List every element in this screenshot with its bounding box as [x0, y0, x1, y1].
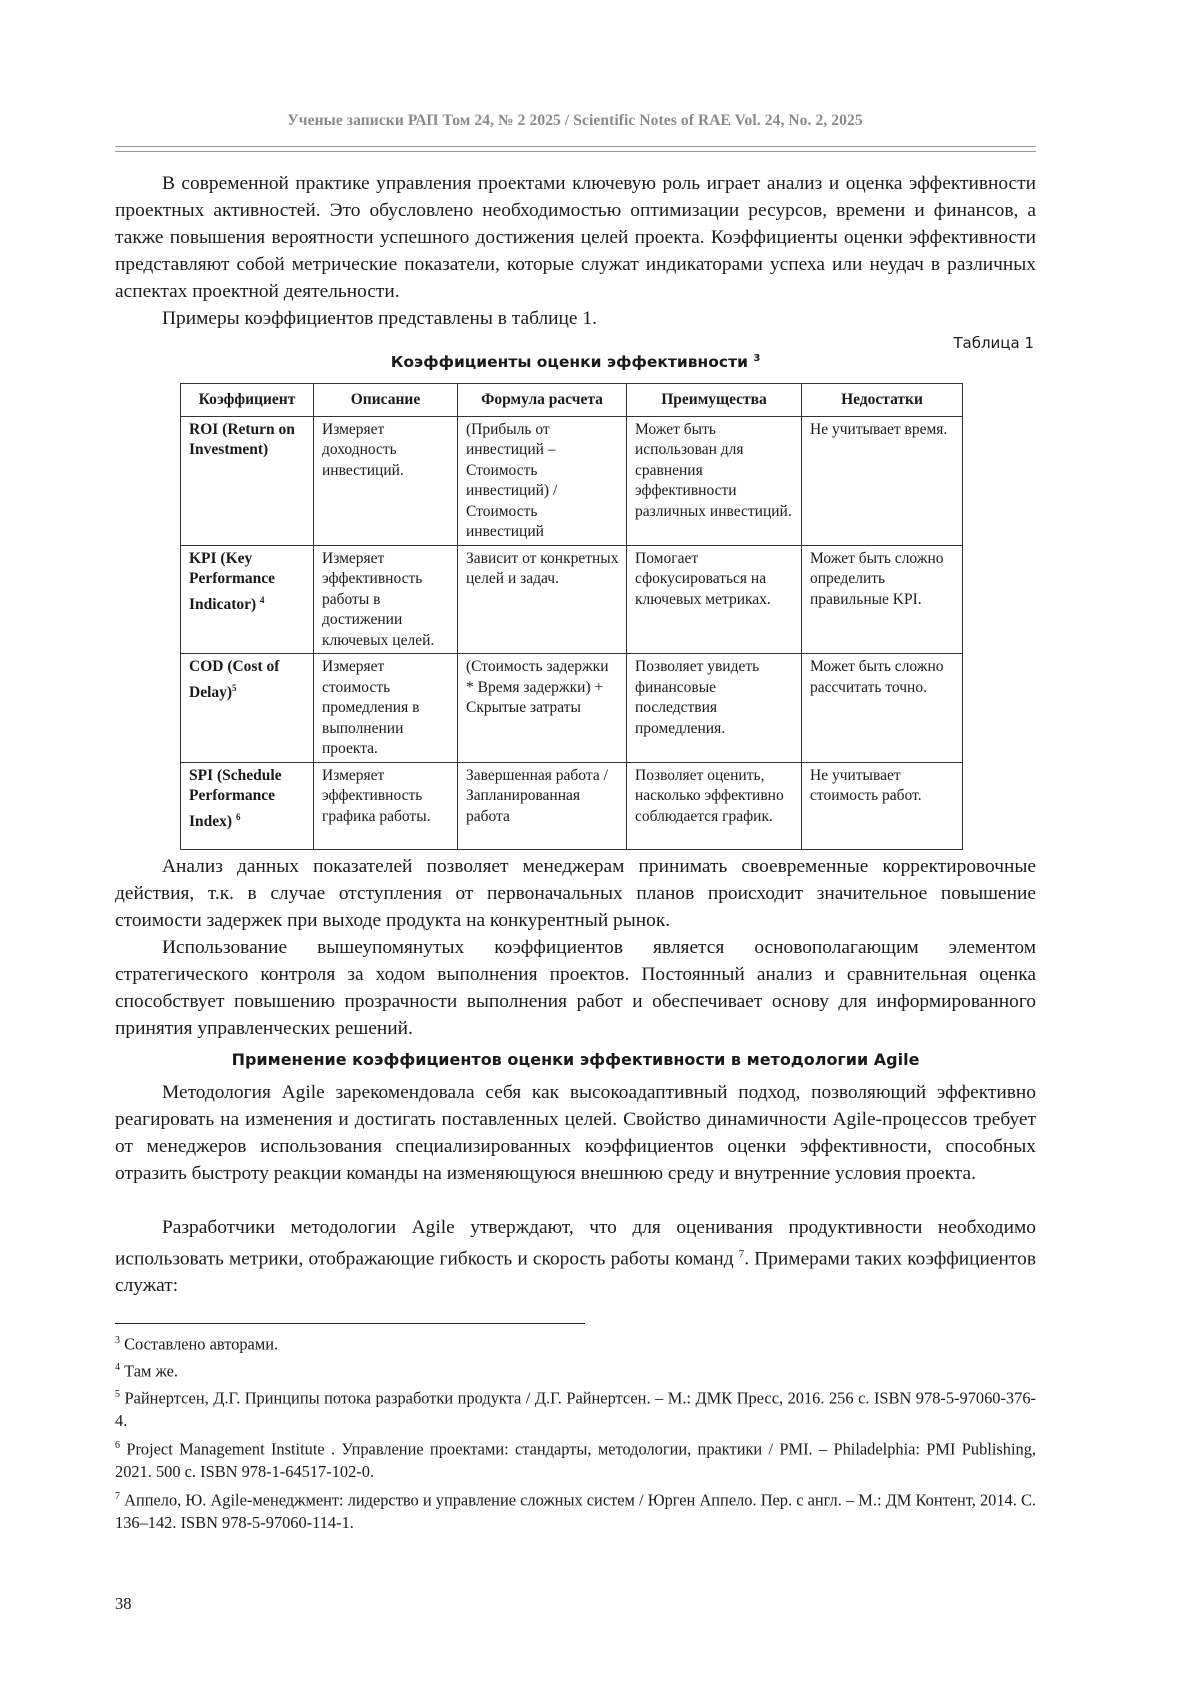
- table-row: [181, 762, 963, 849]
- footnote-text: Райнертсен, Д.Г. Принципы потока разработки продукта / Д.Г. Райнертсен. – М.: ДМК Пресс, 2016. 256 с. ISBN 978-5-97060-376-4.: [115, 1388, 1036, 1430]
- row-coefficient: [181, 545, 314, 654]
- footnote-number: 5: [115, 1389, 120, 1400]
- paragraph-agile-method: Методология Agile зарекомендовала себя как высокоадаптивный подход, позволяющий эффективно реагировать на изменения и достигать поставленных целей. Свойство динамичности Agile-процессов требует от менеджеров использования специализированных коэффициентов оценки эффективности, способных отразить быстроту реакции команды на изменяющуюся внешнюю среду и внутренние условия проекта.: [115, 1082, 1036, 1184]
- header-description: Описание: [314, 384, 458, 417]
- paragraph-agile-metrics: [115, 1214, 1036, 1299]
- row-description: Измеряет стоимость промедления в выполнении проекта.: [314, 654, 458, 763]
- row-disadvantages: Может быть сложно определить правильные KPI.: [802, 545, 963, 654]
- row-formula: Зависит от конкретных целей и задач.: [458, 545, 627, 654]
- footnote-number: 7: [115, 1491, 120, 1502]
- header-coefficient: Коэффициент: [181, 384, 314, 417]
- section-heading: Применение коэффициентов оценки эффективности в методологии Agile: [231, 1050, 920, 1069]
- page-number: 38: [115, 1594, 132, 1613]
- footnote-text: Project Management Institute . Управление проектами: стандарты, методологии, практики / PMI. – Philadelphia: PMI Publishing, 2021. 500 с. ISBN 978-1-64517-102-0.: [115, 1439, 1036, 1481]
- coef-ref: 6: [235, 811, 241, 822]
- coef-label: ROI (Return on Investment): [189, 420, 295, 458]
- header-rule-top: [115, 146, 1036, 147]
- running-head: Ученые записки РАП Том 24, № 2 2025 / Scientific Notes of RAE Vol. 24, No. 2, 2025: [287, 112, 863, 129]
- table-header-row: [181, 384, 963, 417]
- table-label: Таблица 1: [953, 334, 1034, 352]
- row-disadvantages: Может быть сложно рассчитать точно.: [802, 654, 963, 763]
- paragraph-agile-metrics-text: Разработчики методологии Agile утверждают, что для оценивания продуктивности необходимо использовать метрики, отображающие гибкость и скорость работы команд: [115, 1217, 1036, 1270]
- row-formula: (Стоимость задержки * Время задержки) + Скрытые затраты: [458, 654, 627, 763]
- coef-ref: 4: [260, 594, 265, 605]
- paragraph-analysis: Анализ данных показателей позволяет менеджерам принимать своевременные корректировочные действия, т.к. в случае отступления от первоначальных планов происходит значительное повышение стоимости задержек при выходе продукта на конкурентный рынок.: [115, 856, 1036, 931]
- footnote-text: Составлено авторами.: [124, 1334, 279, 1354]
- paragraph-intro: В современной практике управления проектами ключевую роль играет анализ и оценка эффективности проектных активностей. Это обусловлено необходимостью оптимизации ресурсов, времени и финансов, а также повышения вероятности успешного достижения целей проекта. Коэффициенты оценки эффективности представляют собой метрические показатели, которые служат индикаторами успеха или неудач в различных аспектах проектной деятельности.: [115, 173, 1036, 302]
- row-coefficient: [181, 654, 314, 763]
- row-advantages: Может быть использован для сравнения эффективности различных инвестиций.: [627, 416, 802, 545]
- row-formula: Завершенная работа / Запланированная работа: [458, 762, 627, 849]
- header-disadvantages: Недостатки: [802, 384, 963, 417]
- row-advantages: Помогает сфокусироваться на ключевых метриках.: [627, 545, 802, 654]
- table-title-text: Коэффициенты оценки эффективности: [390, 353, 748, 372]
- row-advantages: Позволяет увидеть финансовые последствия промедления.: [627, 654, 802, 763]
- paragraph-table-ref: Примеры коэффициентов представлены в таблице 1.: [162, 308, 597, 329]
- footnote-ref: 7: [738, 1248, 745, 1260]
- row-description: Измеряет эффективность работы в достижении ключевых целей.: [314, 545, 458, 654]
- row-disadvantages: Не учитывает стоимость работ.: [802, 762, 963, 849]
- table-title-ref: 3: [753, 353, 761, 364]
- footnote-6: [115, 1435, 1036, 1483]
- table-title: [115, 353, 1036, 371]
- row-formula: (Прибыль от инвестиций – Стоимость инвестиций) / Стоимость инвестиций: [458, 416, 627, 545]
- coef-ref: 5: [232, 682, 237, 693]
- table-row: [181, 654, 963, 763]
- footnote-separator: [115, 1323, 585, 1324]
- row-coefficient: [181, 762, 314, 849]
- efficiency-table: [180, 383, 963, 850]
- table-row: [181, 416, 963, 545]
- footnote-7: [115, 1486, 1036, 1534]
- header-rule-bottom: [115, 151, 1036, 152]
- row-description: Измеряет доходность инвестиций.: [314, 416, 458, 545]
- paragraph-usage: Использование вышеупомянутых коэффициентов является основополагающим элементом стратегического контроля за ходом выполнения проектов. Постоянный анализ и сравнительная оценка способствует повышению прозрачности выполнения работ и обеспечивает основу для информированного принятия управленческих решений.: [115, 937, 1036, 1039]
- header-advantages: Преимущества: [627, 384, 802, 417]
- footnote-number: 4: [115, 1362, 120, 1373]
- row-coefficient: [181, 416, 314, 545]
- header-formula: Формула расчета: [458, 384, 627, 417]
- footnote-text: Аппело, Ю. Agile-менеджмент: лидерство и управление сложных систем / Юрген Аппело. Пер. с англ. – М.: ДМ Контент, 2014. С. 136–142. ISBN 978-5-97060-114-1.: [115, 1490, 1036, 1532]
- row-description: Измеряет эффективность графика работы.: [314, 762, 458, 849]
- footnote-5: [115, 1384, 1036, 1432]
- coef-label: SPI (Schedule Performance Index): [189, 766, 282, 830]
- row-disadvantages: Не учитывает время.: [802, 416, 963, 545]
- coef-label: COD (Cost of Delay): [189, 658, 280, 701]
- footnote-number: 6: [115, 1440, 120, 1451]
- footnote-number: 3: [115, 1335, 120, 1346]
- table-row: [181, 545, 963, 654]
- footnote-text: Там же.: [124, 1361, 178, 1381]
- footnote-4: [115, 1357, 1036, 1383]
- footnote-3: [115, 1330, 1036, 1356]
- paragraph-agile-metrics-tail: . Примерами таких коэффициентов служат:: [115, 1248, 1036, 1297]
- coef-label: KPI (Key Performance Indicator): [189, 549, 276, 613]
- row-advantages: Позволяет оценить, насколько эффективно соблюдается график.: [627, 762, 802, 849]
